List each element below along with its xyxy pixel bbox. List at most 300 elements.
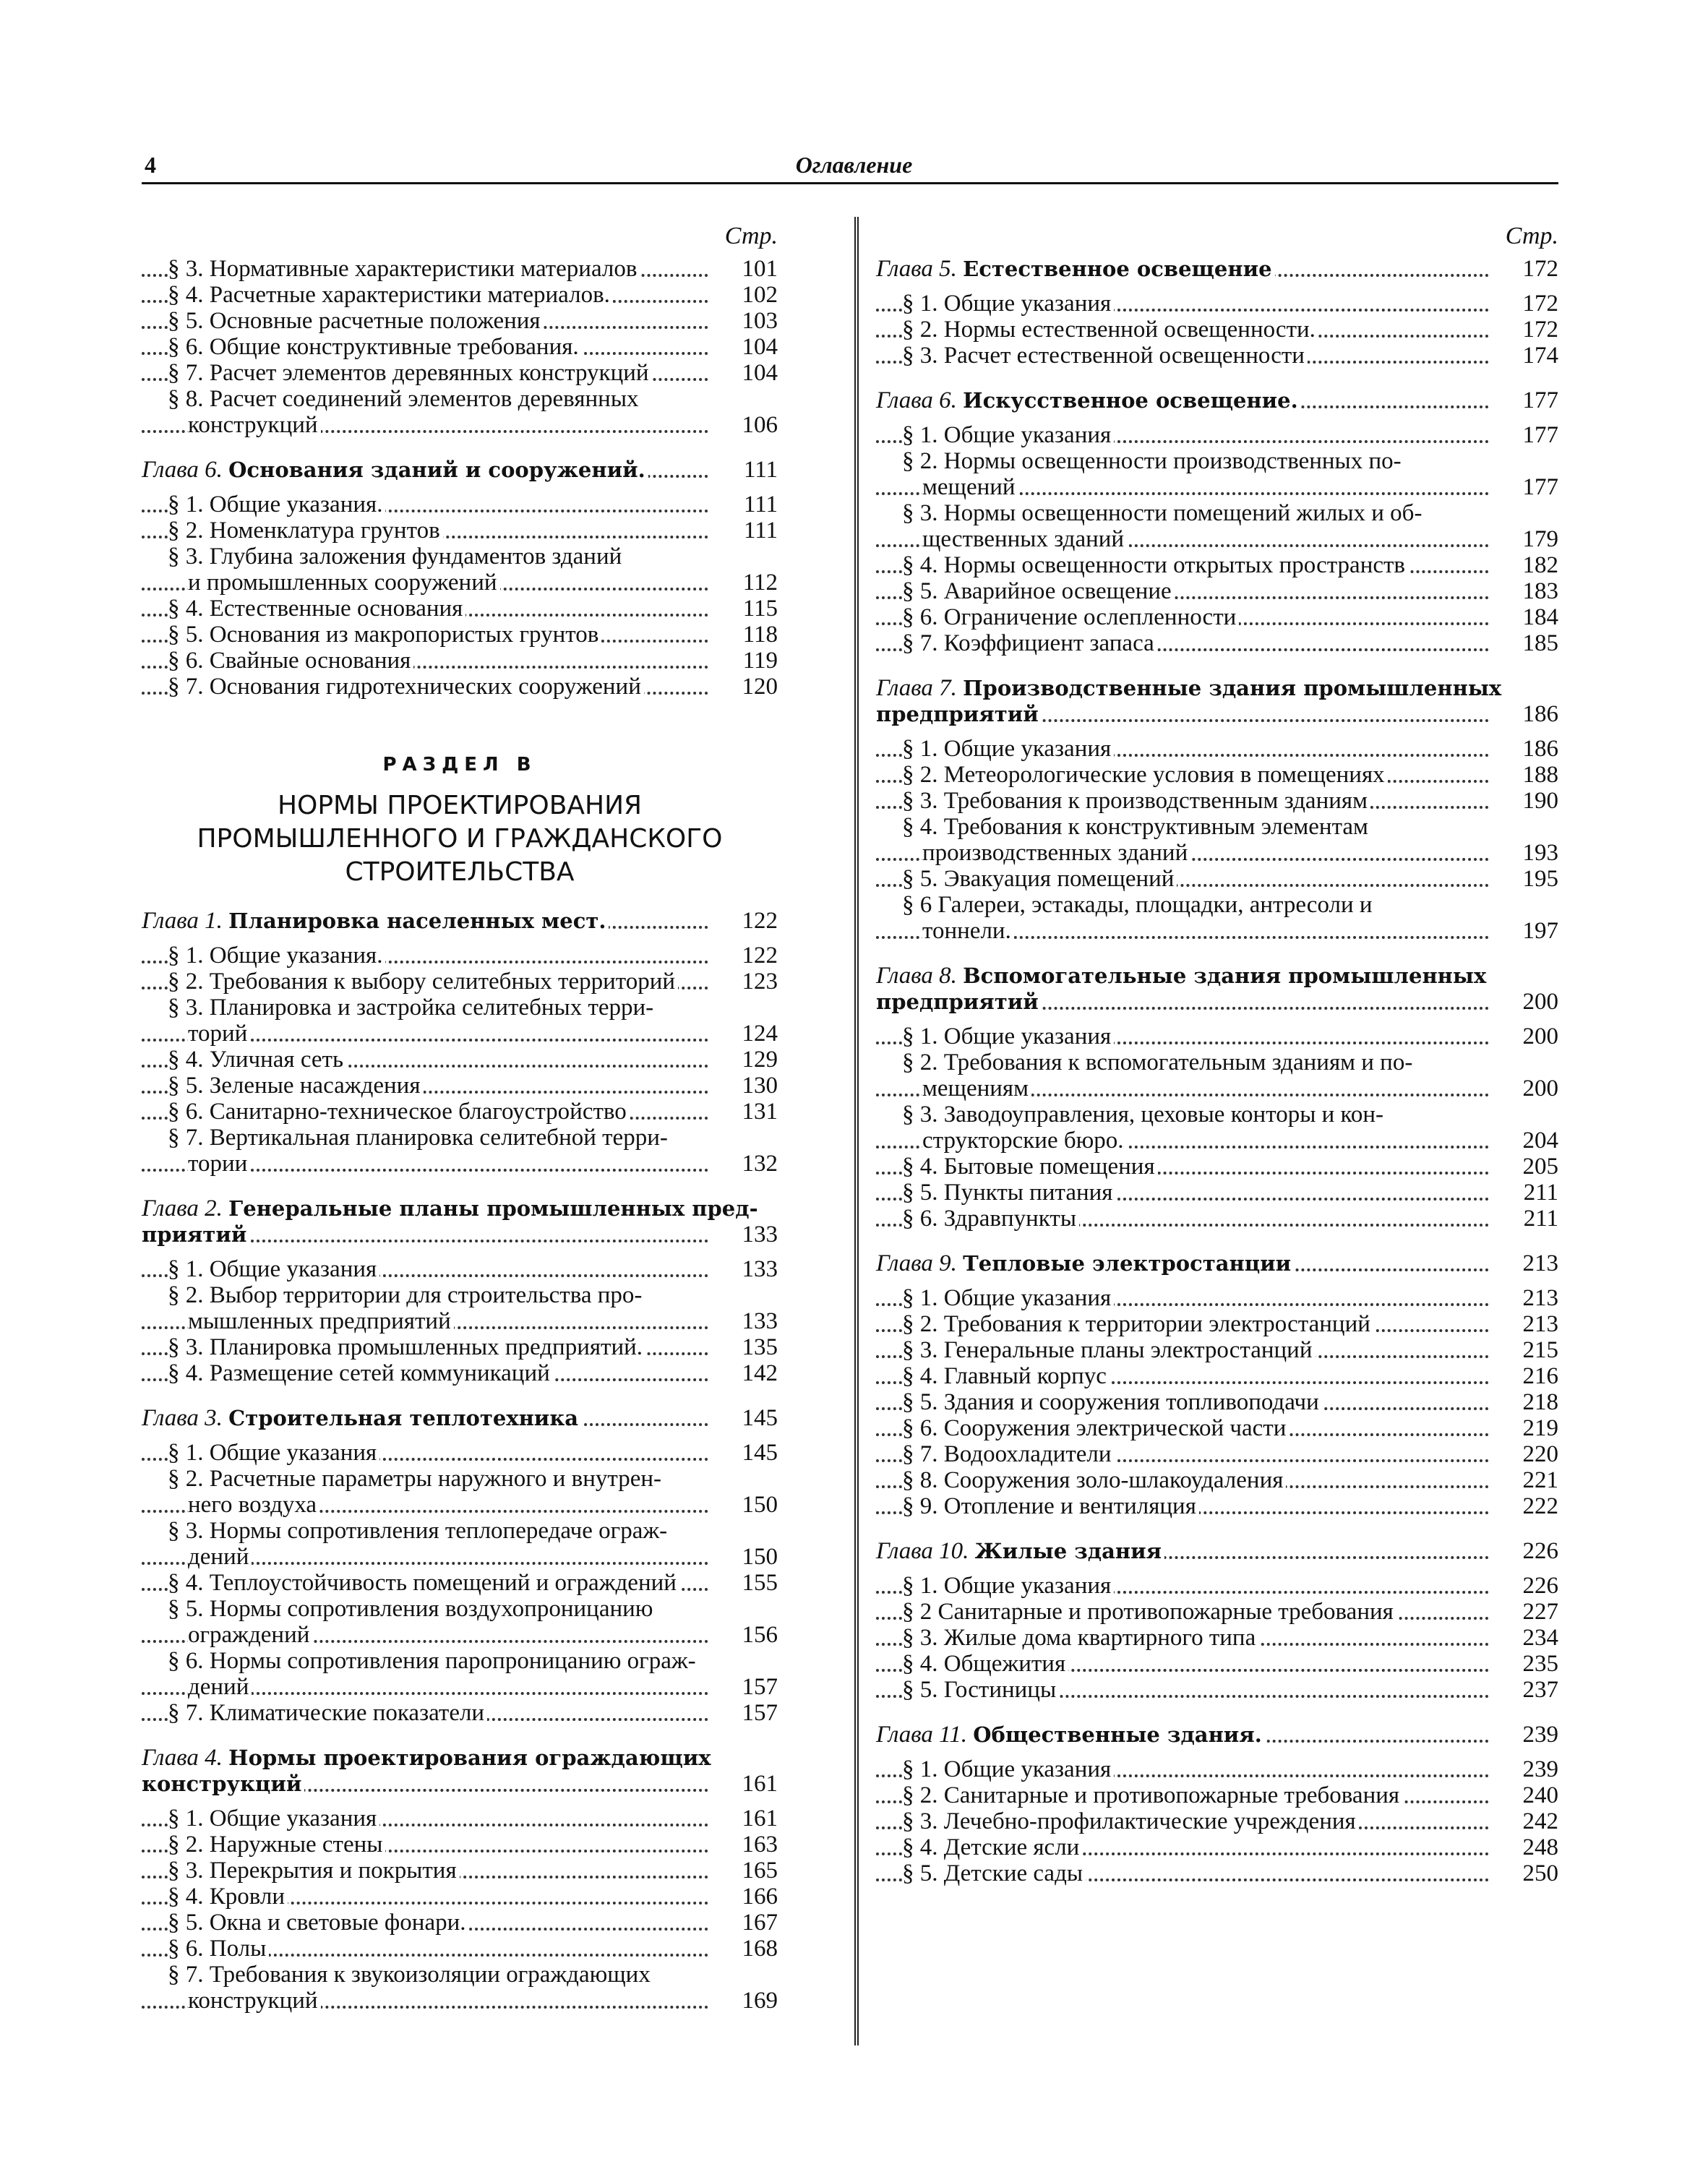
toc-entry [142, 1440, 778, 1466]
toc-entry [876, 814, 1558, 840]
toc-entry-page: 227 [1522, 1599, 1558, 1625]
chapter-page: 213 [1522, 1250, 1558, 1276]
toc-entry-page: 101 [742, 256, 778, 282]
toc-entry [142, 1805, 778, 1832]
toc-entry-page: 167 [742, 1910, 778, 1936]
toc-entry-page: 145 [742, 1440, 778, 1466]
toc-entry-title: § 3. Планировка и застройка селитебных терри- [168, 995, 656, 1021]
toc-entry [876, 1128, 1558, 1154]
toc-entry-title: § 5. Эвакуация помещений [902, 866, 1177, 892]
toc-entry-page: 174 [1522, 343, 1558, 369]
toc-entry [876, 1651, 1558, 1677]
toc-entry-page: 200 [1522, 1075, 1558, 1102]
toc-entry-title: § 2. Метеорологические условия в помещениях [902, 762, 1388, 788]
chapter-heading [142, 1771, 778, 1797]
toc-entry [876, 1756, 1558, 1782]
toc-entry [142, 1674, 778, 1700]
toc-entry-title: § 3. Жилые дома квартирного типа [902, 1625, 1258, 1651]
chapter-heading [876, 1722, 1558, 1748]
toc-entry-title: § 6. Нормы сопротивления паропроницанию ограж- [168, 1648, 699, 1674]
toc-entry-page: 172 [1522, 317, 1558, 343]
toc-entry [876, 1493, 1558, 1519]
toc-entry-title: § 4. Естественные основания [168, 596, 465, 622]
toc-entry-title: § 6 Галереи, эстакады, площадки, антресоли и [902, 892, 1376, 918]
chapter-heading [876, 963, 1558, 989]
toc-entry [142, 1570, 778, 1596]
chapter-label: Глава 5. [876, 256, 957, 282]
section-title-line: СТРОИТЕЛЬСТВА [345, 857, 575, 887]
toc-entry [876, 1860, 1558, 1886]
toc-entry [142, 1125, 778, 1151]
toc-entry-title: § 7. Требования к звукоизоляции ограждающих [168, 1962, 653, 1988]
toc-entry [876, 866, 1558, 892]
page-number: 4 [145, 152, 156, 178]
toc-entry [142, 995, 778, 1021]
toc-entry-page: 235 [1522, 1651, 1558, 1677]
toc-entry-page: 118 [742, 622, 778, 648]
toc-entry-page: 219 [1522, 1415, 1558, 1441]
toc-entry [876, 474, 1558, 500]
toc-entry-page: 168 [742, 1936, 778, 1962]
toc-entry-page: 204 [1522, 1128, 1558, 1154]
chapter-heading-text [876, 963, 1489, 989]
toc-entry-title: § 1. Общие указания [902, 291, 1114, 317]
toc-entry-title: § 2. Требования к вспомогательным зданиям и по- [902, 1049, 1415, 1075]
toc-entry [142, 412, 778, 438]
toc-entry [142, 386, 778, 412]
toc-entry-page: 112 [742, 570, 778, 596]
toc-entry-page: 234 [1522, 1625, 1558, 1651]
toc-entry [142, 1360, 778, 1386]
toc-entry [876, 1834, 1558, 1860]
toc-entry [876, 343, 1558, 369]
toc-entry-title: § 5. Гостиницы [902, 1677, 1059, 1703]
toc-entry-title: § 2. Нормы освещенности производственных по- [902, 448, 1404, 474]
toc-entry-title: § 2. Выбор территории для строительства про- [168, 1282, 645, 1308]
toc-entry-page: 195 [1522, 866, 1558, 892]
toc-entry [876, 788, 1558, 814]
chapter [876, 256, 1558, 369]
chapter-page: 226 [1522, 1538, 1558, 1564]
chapter-heading-text [876, 256, 1275, 282]
toc-entry [876, 1573, 1558, 1599]
toc-entry-title: § 5. Окна и световые фонари. [168, 1910, 469, 1936]
toc-entry-title: § 4. Уличная сеть [168, 1047, 346, 1073]
toc-entry-page: 220 [1522, 1441, 1558, 1467]
toc-entry-title: § 5. Зеленые насаждения [168, 1073, 424, 1099]
toc-entry-page: 166 [742, 1884, 778, 1910]
toc-entry [142, 1700, 778, 1726]
toc-entry-title: § 5. Детские сады [902, 1860, 1086, 1886]
chapter-heading [142, 457, 778, 483]
toc-entry-title: § 1. Общие указания [902, 422, 1114, 448]
chapter-page: 200 [1522, 989, 1558, 1015]
chapter-label: Глава 11. [876, 1722, 967, 1748]
chapter-label: Глава 9. [876, 1250, 957, 1276]
toc-entry-page: 200 [1522, 1023, 1558, 1049]
toc-entry-title: него воздуха [188, 1492, 319, 1518]
toc-entry-title: § 3. Генеральные планы электростанций [902, 1337, 1316, 1363]
toc-entry [876, 1049, 1558, 1075]
chapter-page: 161 [742, 1771, 778, 1797]
toc-entry-page: 111 [743, 518, 778, 544]
toc-entry-title: § 3. Требования к производственным зданиям [902, 788, 1370, 814]
toc-entry-page: 123 [742, 969, 778, 995]
chapter [142, 1195, 778, 1386]
chapter-heading-text [876, 701, 1042, 727]
chapter [876, 387, 1558, 656]
toc-entry [876, 500, 1558, 526]
toc-entry-title: § 4. Нормы освещенности открытых пространств [902, 552, 1408, 578]
toc-entry-title: § 3. Глубина заложения фундаментов зданий [168, 544, 625, 570]
toc-entry [876, 1154, 1558, 1180]
chapter [142, 908, 778, 1177]
chapter [876, 963, 1558, 1232]
chapter-title-cont: приятий [142, 1222, 247, 1247]
toc-entry [876, 630, 1558, 656]
toc-entry-page: 122 [742, 942, 778, 969]
chapter-heading [142, 908, 778, 934]
toc-entry-title: § 5. Аварийное освещение [902, 578, 1175, 604]
toc-entry [142, 1544, 778, 1570]
chapter [142, 457, 778, 700]
chapter-title-cont: предприятий [876, 702, 1039, 726]
toc-entry [876, 1599, 1558, 1625]
toc-entry-title: § 5. Основные расчетные положения [168, 308, 544, 334]
chapter-heading [876, 1250, 1558, 1276]
toc-entry-title: § 4. Главный корпус [902, 1363, 1110, 1389]
chapter-label: Глава 7. [876, 675, 957, 701]
toc-entry [876, 1415, 1558, 1441]
right-column [876, 217, 1558, 1886]
toc-entry-title: мещениям [922, 1075, 1031, 1102]
toc-entry-title: § 9. Отопление и вентиляция [902, 1493, 1199, 1519]
chapter-title: Тепловые электростанции [963, 1251, 1292, 1276]
toc-entry [142, 1099, 778, 1125]
chapter-heading-text [142, 1405, 581, 1431]
toc-entry-page: 221 [1522, 1467, 1558, 1493]
toc-entry-page: 240 [1522, 1782, 1558, 1808]
chapter-title: Искусственное освещение. [963, 388, 1298, 413]
chapter-title-cont: предприятий [876, 989, 1039, 1014]
chapter-page: 133 [742, 1221, 778, 1248]
chapter-title: Генеральные планы промышленных пред- [228, 1196, 758, 1221]
toc-entry-title: § 7. Вертикальная планировка селитебной терри- [168, 1125, 671, 1151]
toc-entry [142, 1884, 778, 1910]
toc-entry-page: 150 [742, 1544, 778, 1570]
toc-entry-title: мещений [922, 474, 1018, 500]
chapter-heading-text [142, 457, 648, 483]
toc-entry [142, 648, 778, 674]
toc-entry-page: 124 [742, 1021, 778, 1047]
chapter-heading [876, 387, 1558, 413]
chapter-title-cont: конструкций [142, 1772, 302, 1796]
toc-entry-title: конструкций [188, 412, 321, 438]
toc-entry-page: 218 [1522, 1389, 1558, 1415]
toc-entry-page: 131 [742, 1099, 778, 1125]
toc-entry [876, 578, 1558, 604]
chapter-heading-text [876, 1250, 1294, 1276]
chapter-heading [876, 1538, 1558, 1564]
chapter-heading-text [142, 1195, 761, 1221]
toc-entry-title: § 1. Общие указания [902, 1285, 1114, 1311]
toc-entry-page: 242 [1522, 1808, 1558, 1834]
toc-entry-title: § 6. Здравпункты [902, 1206, 1079, 1232]
toc-entry-page: 226 [1522, 1573, 1558, 1599]
toc-entry [876, 317, 1558, 343]
chapter-label: Глава 2. [142, 1195, 223, 1221]
chapter-label: Глава 10. [876, 1538, 969, 1564]
toc-entry-page: 132 [742, 1151, 778, 1177]
toc-entry-title: § 1. Общие указания. [168, 942, 385, 969]
page-column-label: Стр. [724, 223, 778, 249]
toc-entry [876, 1441, 1558, 1467]
chapter-title: Нормы проектирования ограждающих [228, 1746, 711, 1770]
toc-entry-page: 172 [1522, 291, 1558, 317]
toc-entry-page: 157 [742, 1674, 778, 1700]
chapter-label: Глава 4. [142, 1745, 223, 1771]
toc-entry-title: § 1. Общие указания [902, 1756, 1114, 1782]
chapter-heading-text [876, 675, 1504, 701]
toc-entry [876, 918, 1558, 944]
toc-entry [876, 422, 1558, 448]
toc-entry [142, 334, 778, 360]
toc-entry-page: 133 [742, 1256, 778, 1282]
chapter-heading [876, 675, 1558, 701]
toc-entry-title: § 4. Кровли [168, 1884, 288, 1910]
chapter-page: 177 [1522, 387, 1558, 413]
chapter-heading [876, 701, 1558, 727]
toc-entry-page: 142 [742, 1360, 778, 1386]
chapter-page: 111 [743, 457, 778, 483]
header-rule [142, 182, 1558, 184]
left-column [142, 217, 778, 2014]
toc-entry [142, 1910, 778, 1936]
toc-entry-title: § 4. Размещение сетей коммуникаций [168, 1360, 553, 1386]
toc-entry [876, 840, 1558, 866]
chapter-heading [142, 1221, 778, 1248]
chapter-heading [142, 1745, 778, 1771]
toc-entry-title: § 6. Свайные основания [168, 648, 413, 674]
toc-entry-page: 237 [1522, 1677, 1558, 1703]
toc-entry-title: конструкций [188, 1988, 321, 2014]
toc-entry-title: § 5. Здания и сооружения топливоподачи [902, 1389, 1322, 1415]
toc-entry-title: дений [188, 1544, 252, 1570]
toc-entry-title: ограждений [188, 1622, 312, 1648]
toc-entry [876, 1337, 1558, 1363]
toc-entry-title: § 4. Бытовые помещения [902, 1154, 1158, 1180]
toc-entry-title: тоннели. [922, 918, 1014, 944]
toc-entry-title: § 3. Планировка промышленных предприятий. [168, 1334, 645, 1360]
toc-entry-page: 197 [1522, 918, 1558, 944]
toc-entry-page: 163 [742, 1832, 778, 1858]
toc-entry-page: 179 [1522, 526, 1558, 552]
chapter-title: Естественное освещение [963, 257, 1272, 281]
chapter-label: Глава 3. [142, 1405, 223, 1431]
toc-entry-page: 215 [1522, 1337, 1558, 1363]
chapter-heading-text [142, 1771, 304, 1797]
toc-entry-title: § 1. Общие указания [902, 736, 1114, 762]
toc-entry [142, 518, 778, 544]
toc-entry-page: 104 [742, 334, 778, 360]
toc-entry-page: 205 [1522, 1154, 1558, 1180]
toc-entry [142, 622, 778, 648]
toc-entry [142, 256, 778, 282]
toc-entry [142, 1151, 778, 1177]
running-title: Оглавление [795, 152, 913, 178]
toc-entry-page: 150 [742, 1492, 778, 1518]
toc-entry-title: § 2. Санитарные и противопожарные требования [902, 1782, 1402, 1808]
chapter-heading-text [876, 989, 1042, 1015]
chapter-label: Глава 1. [142, 908, 223, 934]
page-column-label: Стр. [1505, 223, 1558, 249]
toc-entry-page: 216 [1522, 1363, 1558, 1389]
toc-entry [876, 1467, 1558, 1493]
toc-entry-title: § 3. Перекрытия и покрытия [168, 1858, 460, 1884]
toc-entry-title: § 3. Заводоуправления, цеховые конторы и кон- [902, 1102, 1386, 1128]
chapter-heading-text [142, 1221, 249, 1248]
toc-entry-title: структорские бюро. [922, 1128, 1127, 1154]
chapter-label: Глава 6. [142, 457, 223, 483]
toc-entry-title: § 4. Расчетные характеристики материалов. [168, 282, 613, 308]
toc-entry [142, 1988, 778, 2014]
toc-entry-title: § 1. Общие указания [168, 1256, 379, 1282]
toc-entry [142, 282, 778, 308]
toc-entry-page: 111 [743, 491, 778, 518]
toc-entry-title: § 4. Общежития [902, 1651, 1068, 1677]
toc-entry [876, 1285, 1558, 1311]
chapter-heading [876, 256, 1558, 282]
toc-list [142, 256, 778, 438]
toc-entry-page: 250 [1522, 1860, 1558, 1886]
toc-entry [142, 1858, 778, 1884]
toc-entry [876, 1389, 1558, 1415]
toc-entry-title: § 7. Основания гидротехнических сооружений [168, 674, 644, 700]
toc-entry-page: 155 [742, 1570, 778, 1596]
chapter-title: Жилые здания [974, 1539, 1162, 1563]
chapter [876, 1538, 1558, 1703]
chapter-title: Планировка населенных мест. [228, 909, 606, 933]
toc-entry [876, 448, 1558, 474]
toc-entry [876, 762, 1558, 788]
toc-entry [876, 1782, 1558, 1808]
toc-entry-title: § 4. Требования к конструктивным элементам [902, 814, 1371, 840]
toc-entry-page: 102 [742, 282, 778, 308]
toc-entry [876, 291, 1558, 317]
toc-entry-page: 186 [1522, 736, 1558, 762]
chapter-page: 145 [742, 1405, 778, 1431]
toc-entry [142, 1073, 778, 1099]
chapter-heading-text [876, 1538, 1164, 1564]
toc-entry-title: § 5. Основания из макропористых грунтов [168, 622, 601, 648]
toc-entry-page: 190 [1522, 788, 1558, 814]
chapter-page: 239 [1522, 1722, 1558, 1748]
toc-entry-page: 119 [742, 648, 778, 674]
toc-entry-page: 156 [742, 1622, 778, 1648]
toc-entry [142, 1962, 778, 1988]
toc-entry [142, 1648, 778, 1674]
toc-entry-title: § 2. Номенклатура грунтов [168, 518, 443, 544]
toc-entry [142, 1021, 778, 1047]
toc-entry-page: 185 [1522, 630, 1558, 656]
toc-entry-page: 104 [742, 360, 778, 386]
chapter-title: Строительная теплотехника [228, 1406, 579, 1430]
toc-entry [142, 1622, 778, 1648]
toc-entry [876, 1625, 1558, 1651]
toc-entry-page: 193 [1522, 840, 1558, 866]
section-heading: РАЗДЕЛ В [382, 754, 537, 776]
chapter-heading-text [142, 908, 609, 934]
toc-entry [142, 1492, 778, 1518]
toc-entry-title: § 1. Общие указания [168, 1805, 379, 1832]
toc-entry-title: торий [188, 1021, 250, 1047]
toc-entry [142, 1308, 778, 1334]
toc-entry-title: § 3. Лечебно-профилактические учреждения [902, 1808, 1359, 1834]
toc-entry [142, 544, 778, 570]
toc-entry-title: § 7. Расчет элементов деревянных конструкций [168, 360, 652, 386]
toc-entry [142, 674, 778, 700]
toc-entry [142, 491, 778, 518]
toc-entry-title: производственных зданий [922, 840, 1190, 866]
toc-entry [142, 596, 778, 622]
toc-entry-page: 222 [1522, 1493, 1558, 1519]
toc-entry-title: мышленных предприятий [188, 1308, 454, 1334]
toc-entry-title: § 8. Расчет соединений элементов деревянных [168, 386, 642, 412]
toc-entry-title: § 3. Нормативные характеристики материалов [168, 256, 640, 282]
toc-entry-page: 248 [1522, 1834, 1558, 1860]
toc-entry-page: 103 [742, 308, 778, 334]
chapter [876, 675, 1558, 944]
toc-entry-title: § 7. Коэффициент запаса [902, 630, 1157, 656]
toc-entry [142, 308, 778, 334]
toc-entry-title: § 2. Расчетные параметры наружного и внутрен- [168, 1466, 664, 1492]
chapter-title: Общественные здания. [973, 1722, 1262, 1747]
chapter [876, 1250, 1558, 1519]
toc-entry-page: 130 [742, 1073, 778, 1099]
toc-entry [142, 1334, 778, 1360]
toc-entry-title: § 6. Полы [168, 1936, 269, 1962]
toc-entry-page: 165 [742, 1858, 778, 1884]
chapter-heading-text [142, 1745, 714, 1771]
toc-entry-title: § 8. Сооружения золо-шлакоудаления [902, 1467, 1286, 1493]
toc-entry [876, 1023, 1558, 1049]
toc-entry-page: 182 [1522, 552, 1558, 578]
toc-entry-page: 169 [742, 1988, 778, 2014]
toc-entry-page: 177 [1522, 474, 1558, 500]
toc-entry-title: § 6. Общие конструктивные требования. [168, 334, 582, 360]
toc-entry-title: § 6. Сооружения электрической части [902, 1415, 1289, 1441]
toc-entry [876, 892, 1558, 918]
toc-entry-page: 161 [742, 1805, 778, 1832]
toc-entry [142, 1596, 778, 1622]
chapter [876, 1722, 1558, 1886]
toc-entry-title: § 4. Детские ясли [902, 1834, 1082, 1860]
toc-entry-page: 120 [742, 674, 778, 700]
toc-entry [142, 1282, 778, 1308]
toc-entry-title: § 6. Ограничение ослепленности [902, 604, 1239, 630]
toc-entry-title: § 1. Общие указания [902, 1573, 1114, 1599]
toc-entry [876, 604, 1558, 630]
toc-entry-title: § 3. Расчет естественной освещенности [902, 343, 1308, 369]
toc-entry [142, 969, 778, 995]
toc-entry-title: § 3. Нормы сопротивления теплопередаче ограж- [168, 1518, 670, 1544]
toc-entry [142, 570, 778, 596]
toc-entry-title: § 2. Требования к выбору селитебных территорий [168, 969, 678, 995]
toc-entry [876, 552, 1558, 578]
toc-entry-title: дений [188, 1674, 252, 1700]
toc-entry [142, 360, 778, 386]
toc-entry-title: § 4. Теплоустойчивость помещений и ограждений [168, 1570, 679, 1596]
